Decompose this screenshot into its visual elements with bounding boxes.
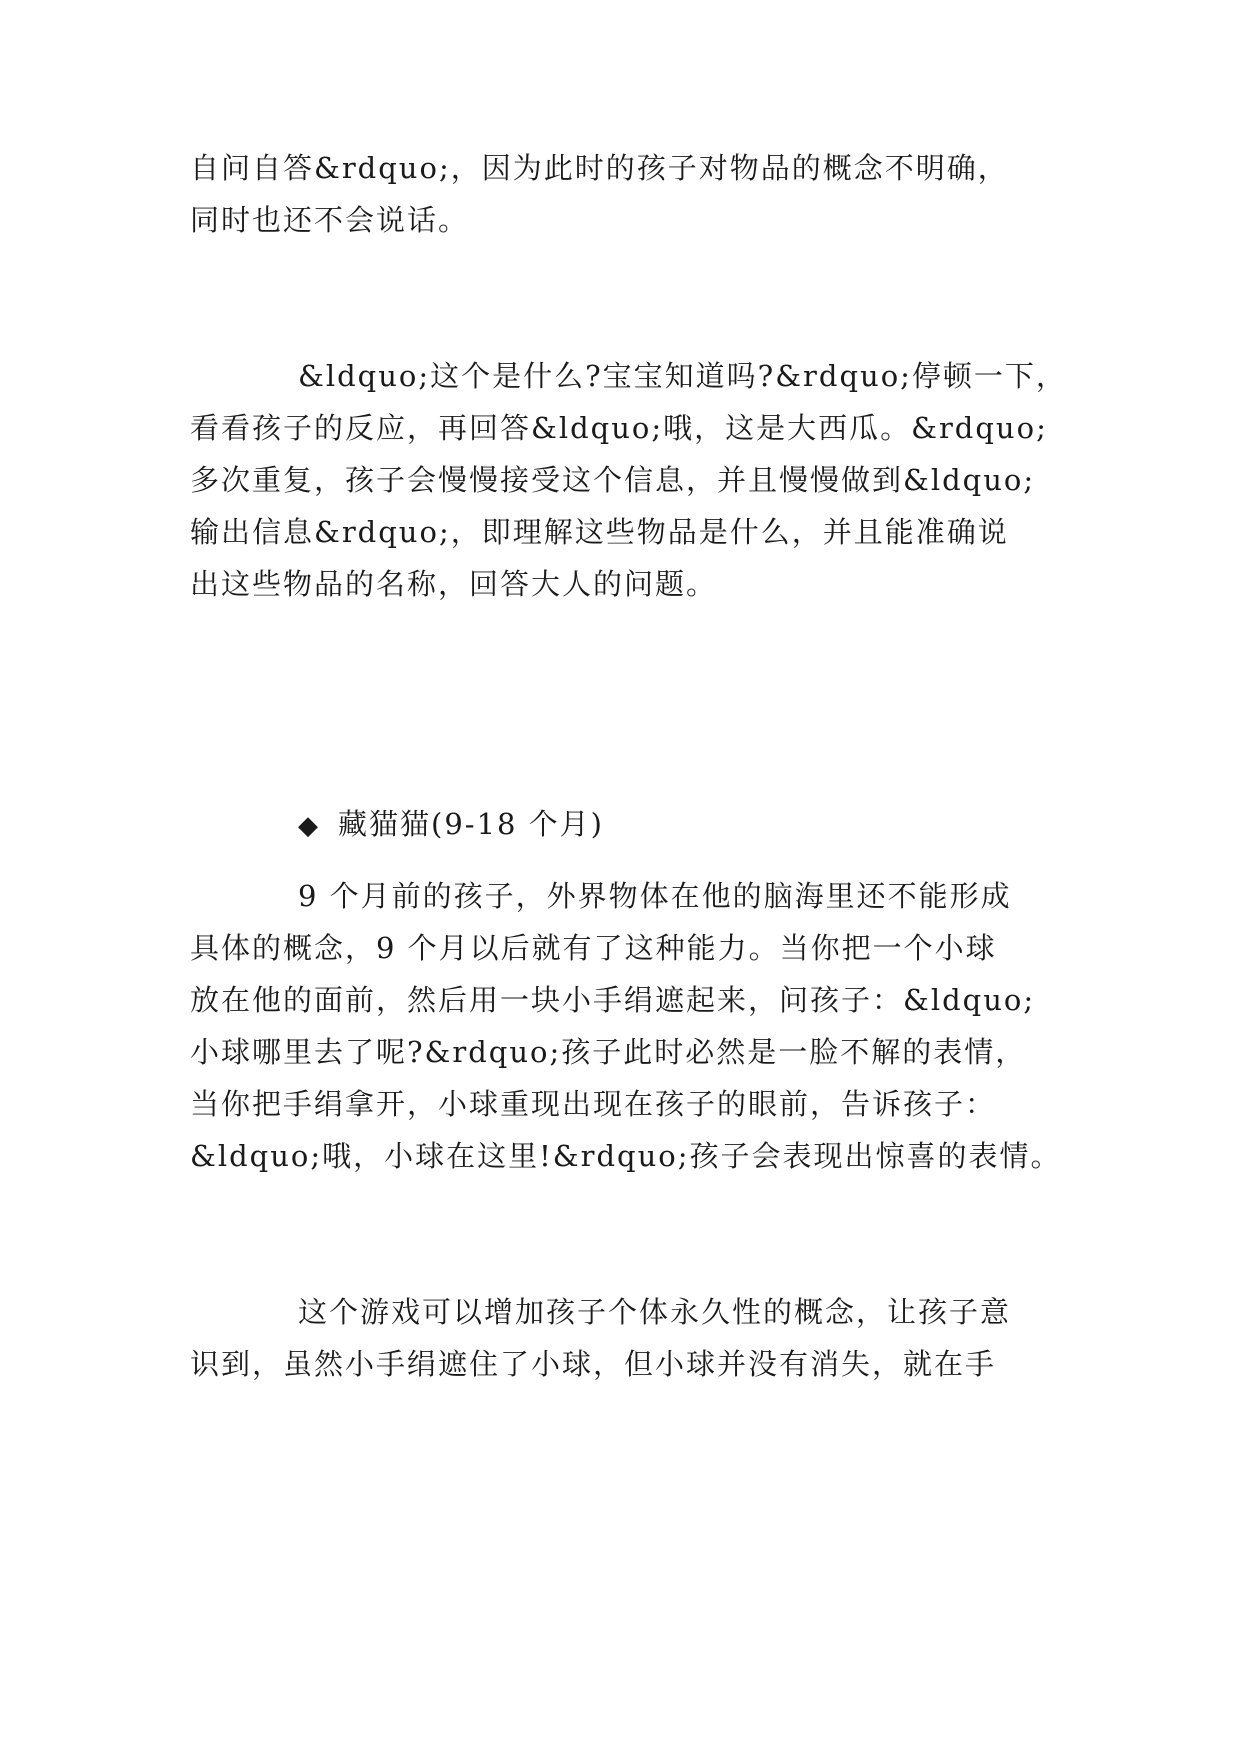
diamond-bullet-icon: ◆ — [298, 811, 320, 841]
paragraph-line: 输出信息&rdquo;，即理解这些物品是什么，并且能准确说 — [190, 515, 1009, 549]
paragraph-line: 小球哪里去了呢?&rdquo;孩子此时必然是一脸不解的表情， — [190, 1035, 1027, 1069]
paragraph-line: 出这些物品的名称，回答大人的问题。 — [190, 567, 718, 601]
paragraph-line: 当你把手绢拿开，小球重现出现在孩子的眼前，告诉孩子： — [190, 1087, 997, 1121]
section-heading — [298, 804, 604, 846]
paragraph-line: 看看孩子的反应，再回答&ldquo;哦，这是大西瓜。&rdquo; — [190, 411, 1048, 445]
paragraph-line: 同时也还不会说话。 — [190, 203, 470, 237]
paragraph-line: 自问自答&rdquo;，因为此时的孩子对物品的概念不明确， — [190, 151, 1009, 185]
paragraph-line: &ldquo;哦，小球在这里!&rdquo;孩子会表现出惊喜的表情。 — [190, 1139, 1062, 1173]
paragraph-line: 9 个月前的孩子，外界物体在他的脑海里还不能形成 — [298, 879, 1012, 913]
paragraph-line: 具体的概念，9 个月以后就有了这种能力。当你把一个小球 — [190, 931, 997, 965]
section-heading-text: 藏猫猫(9-18 个月) — [338, 807, 604, 841]
paragraph-line: 放在他的面前，然后用一块小手绢遮起来，问孩子：&ldquo; — [190, 983, 1036, 1017]
paragraph-line: 这个游戏可以增加孩子个体永久性的概念，让孩子意 — [298, 1295, 1012, 1329]
paragraph-line: 多次重复，孩子会慢慢接受这个信息，并且慢慢做到&ldquo; — [190, 463, 1036, 497]
paragraph-line: &ldquo;这个是什么?宝宝知道吗?&rdquo;停顿一下， — [298, 359, 1067, 393]
paragraph-line: 识到，虽然小手绢遮住了小球，但小球并没有消失，就在手 — [190, 1347, 997, 1381]
